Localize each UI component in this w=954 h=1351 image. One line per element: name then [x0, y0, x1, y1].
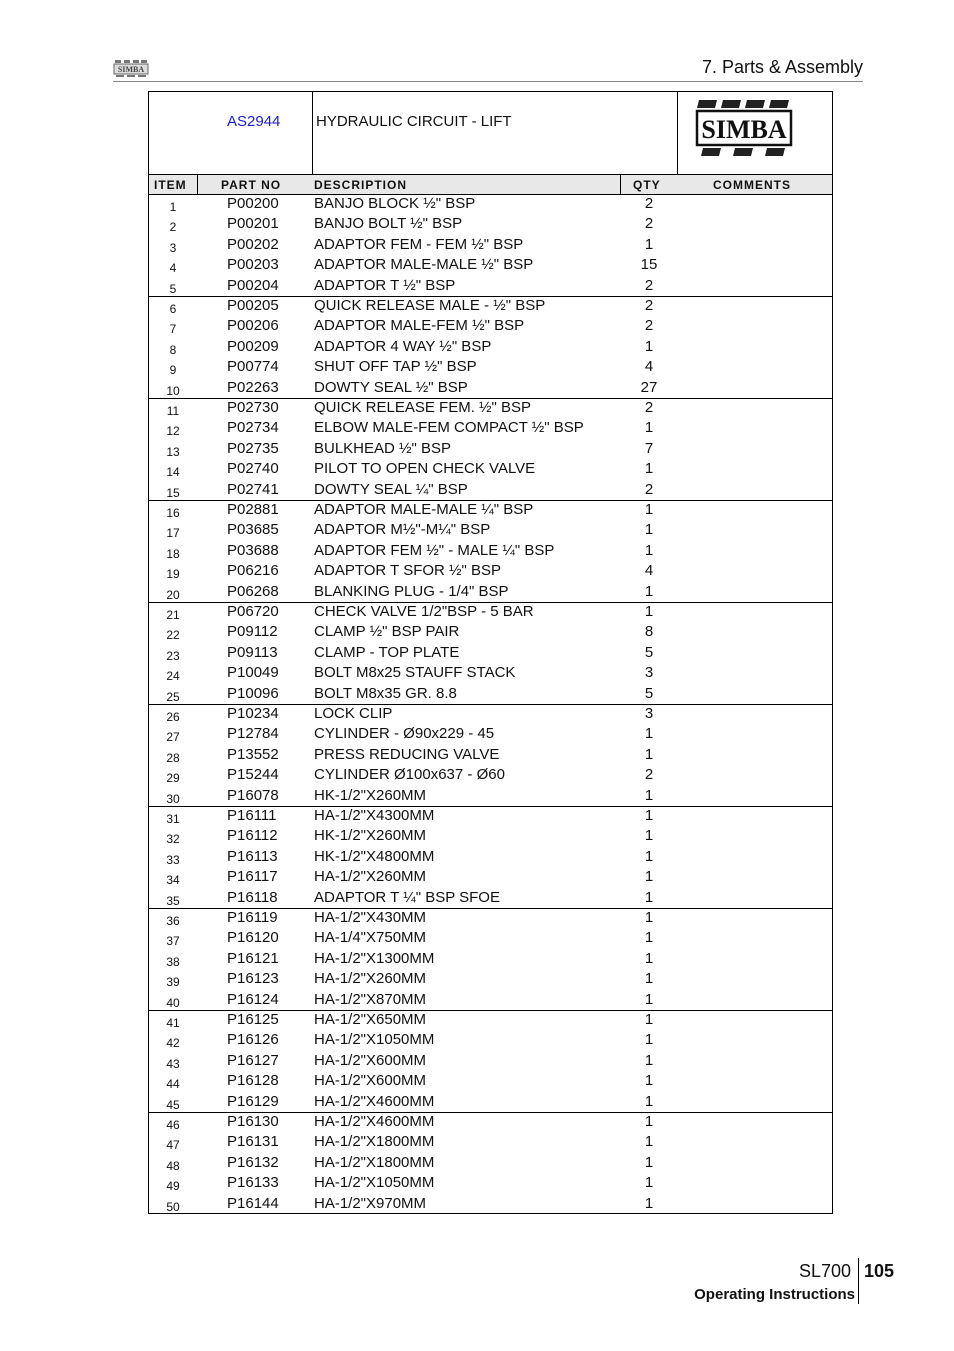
- table-row: [149, 787, 832, 807]
- quantity: 2: [644, 297, 654, 314]
- table-row: [149, 746, 832, 766]
- part-description: CHECK VALVE 1/2"BSP - 5 BAR: [314, 603, 534, 620]
- parts-table: [148, 91, 833, 1214]
- quantity: 1: [644, 1051, 654, 1069]
- quantity: 1: [644, 745, 654, 763]
- item-number: 13: [166, 444, 180, 459]
- quantity: 1: [644, 521, 654, 539]
- part-number: P16132: [227, 1153, 279, 1171]
- part-description: ELBOW MALE-FEM COMPACT ½" BSP: [314, 419, 584, 437]
- item-number: 3: [169, 240, 177, 255]
- table-row: [149, 501, 832, 521]
- quantity: 3: [644, 664, 654, 682]
- assembly-description: HYDRAULIC CIRCUIT - LIFT: [316, 113, 512, 130]
- part-number: P00203: [227, 256, 279, 274]
- quantity: 1: [644, 929, 654, 947]
- part-description: HA-1/2"X1050MM: [314, 1174, 435, 1192]
- part-description: HA-1/2"X650MM: [314, 1011, 427, 1028]
- item-number: 30: [166, 791, 180, 806]
- simba-logo-icon: [695, 98, 793, 160]
- part-description: HA-1/2"X870MM: [314, 990, 427, 1008]
- table-row: [149, 419, 832, 439]
- quantity: 1: [644, 582, 654, 600]
- part-number: P06268: [227, 582, 279, 600]
- quantity: 1: [644, 949, 654, 967]
- table-row: [149, 848, 832, 868]
- part-number: P16078: [227, 786, 279, 804]
- table-row: [149, 664, 832, 684]
- table-row: [149, 195, 832, 215]
- quantity: 1: [644, 1194, 654, 1212]
- item-number: 43: [166, 1056, 180, 1071]
- table-row: [149, 623, 832, 643]
- item-number: 46: [166, 1118, 180, 1132]
- col-item: ITEM: [154, 178, 187, 192]
- part-description: CYLINDER Ø100x637 - Ø60: [314, 766, 505, 784]
- item-number: 9: [169, 363, 177, 378]
- item-number: 22: [166, 628, 180, 643]
- table-row: [149, 236, 832, 256]
- part-description: HK-1/2"X260MM: [314, 827, 427, 845]
- quantity: 1: [644, 807, 654, 824]
- part-description: QUICK RELEASE FEM. ½" BSP: [314, 399, 532, 416]
- row-group: [149, 603, 832, 705]
- part-description: BOLT M8x35 GR. 8.8: [314, 684, 457, 702]
- table-row: [149, 950, 832, 970]
- part-description: HA-1/2"X1050MM: [314, 1031, 435, 1049]
- quantity: 1: [644, 1092, 654, 1110]
- item-number: 47: [166, 1138, 180, 1153]
- item-number: 26: [166, 710, 180, 724]
- model-label: SL700: [799, 1261, 852, 1281]
- table-row: [149, 929, 832, 949]
- part-number: P16120: [227, 929, 279, 947]
- quantity: 1: [644, 827, 654, 845]
- item-number: 18: [166, 546, 180, 561]
- quantity: 1: [644, 888, 654, 906]
- table-row: [149, 256, 832, 276]
- table-row: [149, 297, 832, 317]
- part-description: HA-1/2"X4600MM: [314, 1113, 435, 1130]
- footer-divider: [858, 1258, 859, 1304]
- part-description: BULKHEAD ½" BSP: [314, 439, 452, 457]
- part-number: P06216: [227, 562, 279, 580]
- item-number: 19: [166, 567, 180, 582]
- col-part-no: PART NO: [221, 178, 282, 192]
- part-number: P15244: [227, 766, 279, 784]
- part-number: P00204: [227, 276, 279, 294]
- quantity: 7: [644, 439, 654, 457]
- item-number: 14: [166, 465, 180, 480]
- part-description: CLAMP ½" BSP PAIR: [314, 623, 460, 641]
- part-number: P06720: [227, 603, 279, 620]
- part-description: ADAPTOR M½"-M¼" BSP: [314, 521, 491, 539]
- assembly-part-link[interactable]: AS2944: [227, 113, 281, 130]
- table-row: [149, 542, 832, 562]
- part-number: P03688: [227, 541, 279, 559]
- quantity: 1: [644, 419, 654, 437]
- part-description: LOCK CLIP: [314, 705, 393, 722]
- item-number: 27: [166, 730, 180, 745]
- row-group: [149, 1113, 832, 1215]
- table-row: [149, 215, 832, 235]
- item-number: 29: [166, 771, 180, 786]
- part-description: BOLT M8x25 STAUFF STACK: [314, 664, 516, 682]
- quantity: 1: [644, 725, 654, 743]
- table-row: [149, 317, 832, 337]
- item-number: 16: [166, 506, 180, 520]
- table-row: [149, 481, 832, 501]
- part-number: P03685: [227, 521, 279, 539]
- item-number: 2: [169, 220, 177, 235]
- part-number: P02741: [227, 480, 279, 498]
- part-number: P16118: [227, 888, 278, 906]
- quantity: 2: [644, 399, 654, 416]
- table-row: [149, 399, 832, 419]
- part-description: HA-1/2"X260MM: [314, 970, 427, 988]
- part-number: P10234: [227, 705, 279, 722]
- quantity: 1: [644, 868, 654, 886]
- part-number: P16124: [227, 990, 279, 1008]
- item-number: 7: [169, 322, 177, 337]
- table-row: [149, 1093, 832, 1113]
- part-description: HA-1/2"X600MM: [314, 1072, 427, 1090]
- item-number: 5: [169, 281, 177, 296]
- item-number: 23: [166, 648, 180, 663]
- row-group: [149, 1011, 832, 1113]
- part-number: P00202: [227, 235, 279, 253]
- row-group: [149, 705, 832, 807]
- part-description: ADAPTOR MALE-MALE ¼" BSP: [314, 501, 534, 518]
- quantity: 8: [644, 623, 654, 641]
- part-description: PILOT TO OPEN CHECK VALVE: [314, 460, 536, 478]
- table-row: [149, 889, 832, 909]
- item-number: 48: [166, 1158, 180, 1173]
- part-number: P02740: [227, 460, 279, 478]
- part-description: HA-1/2"X260MM: [314, 868, 427, 886]
- quantity: 1: [644, 1113, 654, 1130]
- item-number: 35: [166, 893, 180, 908]
- part-number: P16126: [227, 1031, 279, 1049]
- col-description: DESCRIPTION: [314, 178, 408, 192]
- table-row: [149, 1174, 832, 1194]
- part-number: P16129: [227, 1092, 279, 1110]
- table-row: [149, 1011, 832, 1031]
- part-description: BANJO BOLT ½" BSP: [314, 215, 463, 233]
- table-row: [149, 562, 832, 582]
- part-description: HA-1/2"X1300MM: [314, 949, 435, 967]
- quantity: 1: [644, 501, 654, 518]
- item-number: 24: [166, 669, 180, 684]
- part-number: P02735: [227, 439, 279, 457]
- quantity: 1: [644, 460, 654, 478]
- item-number: 10: [166, 383, 180, 398]
- table-row: [149, 685, 832, 705]
- part-description: HA-1/4"X750MM: [314, 929, 427, 947]
- part-number: P16125: [227, 1011, 279, 1028]
- table-row: [149, 970, 832, 990]
- table-row: [149, 909, 832, 929]
- part-number: P16117: [227, 868, 278, 886]
- table-row: [149, 766, 832, 786]
- table-row: [149, 705, 832, 725]
- table-row: [149, 827, 832, 847]
- item-number: 1: [169, 200, 177, 214]
- part-number: P00774: [227, 358, 279, 376]
- quantity: 1: [644, 1011, 654, 1028]
- part-description: BLANKING PLUG - 1/4" BSP: [314, 582, 509, 600]
- part-description: ADAPTOR FEM - FEM ½" BSP: [314, 235, 524, 253]
- quantity: 2: [644, 215, 654, 233]
- table-row: [149, 1031, 832, 1051]
- quantity: 1: [644, 541, 654, 559]
- part-description: ADAPTOR MALE-MALE ½" BSP: [314, 256, 534, 274]
- item-number: 37: [166, 934, 180, 949]
- part-description: QUICK RELEASE MALE - ½" BSP: [314, 297, 546, 314]
- part-number: P02734: [227, 419, 279, 437]
- part-description: HA-1/2"X970MM: [314, 1194, 427, 1212]
- part-description: HA-1/2"X4600MM: [314, 1092, 435, 1110]
- part-description: ADAPTOR T ¼" BSP SFOE: [314, 888, 500, 906]
- quantity: 3: [644, 705, 654, 722]
- part-description: HK-1/2"X4800MM: [314, 847, 435, 865]
- part-number: P16130: [227, 1113, 279, 1130]
- quantity: 1: [644, 603, 654, 620]
- table-row: [149, 868, 832, 888]
- item-number: 21: [166, 608, 180, 622]
- part-number: P09113: [227, 643, 278, 661]
- part-description: DOWTY SEAL ¼" BSP: [314, 480, 468, 498]
- table-row: [149, 991, 832, 1011]
- quantity: 1: [644, 1174, 654, 1192]
- table-row: [149, 644, 832, 664]
- column-header-row: [149, 174, 832, 195]
- item-number: 11: [166, 404, 180, 418]
- item-number: 25: [166, 689, 180, 704]
- part-description: HA-1/2"X1800MM: [314, 1153, 435, 1171]
- item-number: 38: [166, 954, 180, 969]
- item-number: 33: [166, 852, 180, 867]
- item-number: 28: [166, 750, 180, 765]
- part-description: HA-1/2"X1800MM: [314, 1133, 435, 1151]
- part-number: P16131: [227, 1133, 279, 1151]
- part-description: ADAPTOR T SFOR ½" BSP: [314, 562, 502, 580]
- table-row: [149, 277, 832, 297]
- quantity: 1: [644, 1133, 654, 1151]
- quantity: 4: [644, 358, 654, 376]
- quantity: 2: [644, 480, 654, 498]
- item-number: 20: [166, 587, 180, 602]
- section-title: 7. Parts & Assembly: [701, 57, 863, 77]
- row-group: [149, 807, 832, 909]
- row-group: [149, 399, 832, 501]
- part-number: P16128: [227, 1072, 279, 1090]
- table-row: [149, 358, 832, 378]
- quantity: 2: [644, 317, 654, 335]
- table-row: [149, 807, 832, 827]
- part-description: ADAPTOR 4 WAY ½" BSP: [314, 337, 492, 355]
- simba-small-logo-icon: [113, 59, 149, 79]
- col-comments: COMMENTS: [713, 178, 791, 192]
- part-description: CLAMP - TOP PLATE: [314, 643, 460, 661]
- table-row: [149, 460, 832, 480]
- table-row: [149, 1072, 832, 1092]
- table-row: [149, 1195, 832, 1215]
- quantity: 1: [644, 909, 654, 926]
- part-number: P10096: [227, 684, 279, 702]
- part-description: HA-1/2"X600MM: [314, 1051, 427, 1069]
- quantity: 1: [644, 970, 654, 988]
- part-number: P02263: [227, 378, 279, 396]
- item-number: 40: [166, 995, 180, 1010]
- part-number: P13552: [227, 745, 279, 763]
- document-subtitle: Operating Instructions: [694, 1286, 855, 1303]
- part-number: P16127: [227, 1051, 279, 1069]
- part-number: P12784: [227, 725, 279, 743]
- quantity: 5: [644, 643, 654, 661]
- header-divider: [113, 81, 863, 82]
- part-description: ADAPTOR T ½" BSP: [314, 276, 456, 294]
- table-row: [149, 1052, 832, 1072]
- item-number: 8: [169, 342, 177, 357]
- svg-text:SIMBA: SIMBA: [117, 65, 145, 74]
- item-number: 34: [166, 873, 180, 888]
- part-number: P00206: [227, 317, 279, 335]
- item-number: 17: [166, 526, 180, 541]
- quantity: 1: [644, 990, 654, 1008]
- item-number: 36: [166, 914, 180, 928]
- part-description: HA-1/2"X4300MM: [314, 807, 435, 824]
- part-number: P02730: [227, 399, 279, 416]
- item-number: 4: [169, 261, 177, 276]
- item-number: 42: [166, 1036, 180, 1051]
- table-row: [149, 521, 832, 541]
- part-number: P16144: [227, 1194, 279, 1212]
- part-number: P16119: [227, 909, 278, 926]
- part-description: BANJO BLOCK ½" BSP: [314, 195, 476, 212]
- quantity: 1: [644, 1072, 654, 1090]
- table-row: [149, 1154, 832, 1174]
- part-description: ADAPTOR MALE-FEM ½" BSP: [314, 317, 525, 335]
- quantity: 1: [644, 1153, 654, 1171]
- quantity: 15: [640, 256, 658, 274]
- item-number: 49: [166, 1179, 180, 1194]
- item-number: 45: [166, 1097, 180, 1112]
- row-group: [149, 195, 832, 297]
- quantity: 1: [644, 1031, 654, 1049]
- quantity: 2: [644, 195, 654, 212]
- quantity: 1: [644, 235, 654, 253]
- part-description: PRESS REDUCING VALVE: [314, 745, 500, 763]
- row-group: [149, 909, 832, 1011]
- item-number: 32: [166, 832, 180, 847]
- row-group: [149, 501, 832, 603]
- part-number: P00209: [227, 337, 279, 355]
- item-number: 12: [166, 424, 180, 439]
- page-number: 105: [864, 1261, 895, 1281]
- part-number: P00201: [227, 215, 279, 233]
- item-number: 15: [166, 485, 180, 500]
- part-description: ADAPTOR FEM ½" - MALE ¼" BSP: [314, 541, 555, 559]
- part-description: SHUT OFF TAP ½" BSP: [314, 358, 477, 376]
- item-number: 44: [166, 1077, 180, 1092]
- quantity: 1: [644, 786, 654, 804]
- quantity: 1: [644, 847, 654, 865]
- part-number: P16121: [227, 949, 279, 967]
- item-number: 6: [169, 302, 177, 316]
- quantity: 1: [644, 337, 654, 355]
- table-row: [149, 725, 832, 745]
- part-number: P16111: [227, 807, 277, 824]
- assembly-header: [149, 92, 832, 174]
- part-description: HA-1/2"X430MM: [314, 909, 427, 926]
- table-row: [149, 1133, 832, 1153]
- table-row: [149, 338, 832, 358]
- quantity: 2: [644, 766, 654, 784]
- item-number: 50: [166, 1199, 180, 1214]
- row-group: [149, 297, 832, 399]
- part-number: P00205: [227, 297, 279, 314]
- table-row: [149, 603, 832, 623]
- part-description: HK-1/2"X260MM: [314, 786, 427, 804]
- item-number: 41: [166, 1016, 180, 1030]
- part-number: P16113: [227, 847, 278, 865]
- part-number: P16123: [227, 970, 279, 988]
- quantity: 5: [644, 684, 654, 702]
- table-row: [149, 1113, 832, 1133]
- table-row: [149, 583, 832, 603]
- part-number: P09112: [227, 623, 278, 641]
- quantity: 27: [640, 378, 658, 396]
- parts-rows: [149, 195, 832, 1215]
- part-number: P16133: [227, 1174, 279, 1192]
- svg-text:SIMBA: SIMBA: [701, 115, 787, 144]
- part-number: P00200: [227, 195, 279, 212]
- item-number: 31: [166, 812, 180, 826]
- part-number: P10049: [227, 664, 279, 682]
- part-number: P02881: [227, 501, 279, 518]
- table-row: [149, 440, 832, 460]
- part-number: P16112: [227, 827, 278, 845]
- item-number: 39: [166, 975, 180, 990]
- table-row: [149, 379, 832, 399]
- col-qty: QTY: [633, 178, 661, 192]
- part-description: CYLINDER - Ø90x229 - 45: [314, 725, 495, 743]
- quantity: 2: [644, 276, 654, 294]
- part-description: DOWTY SEAL ½" BSP: [314, 378, 468, 396]
- quantity: 4: [644, 562, 654, 580]
